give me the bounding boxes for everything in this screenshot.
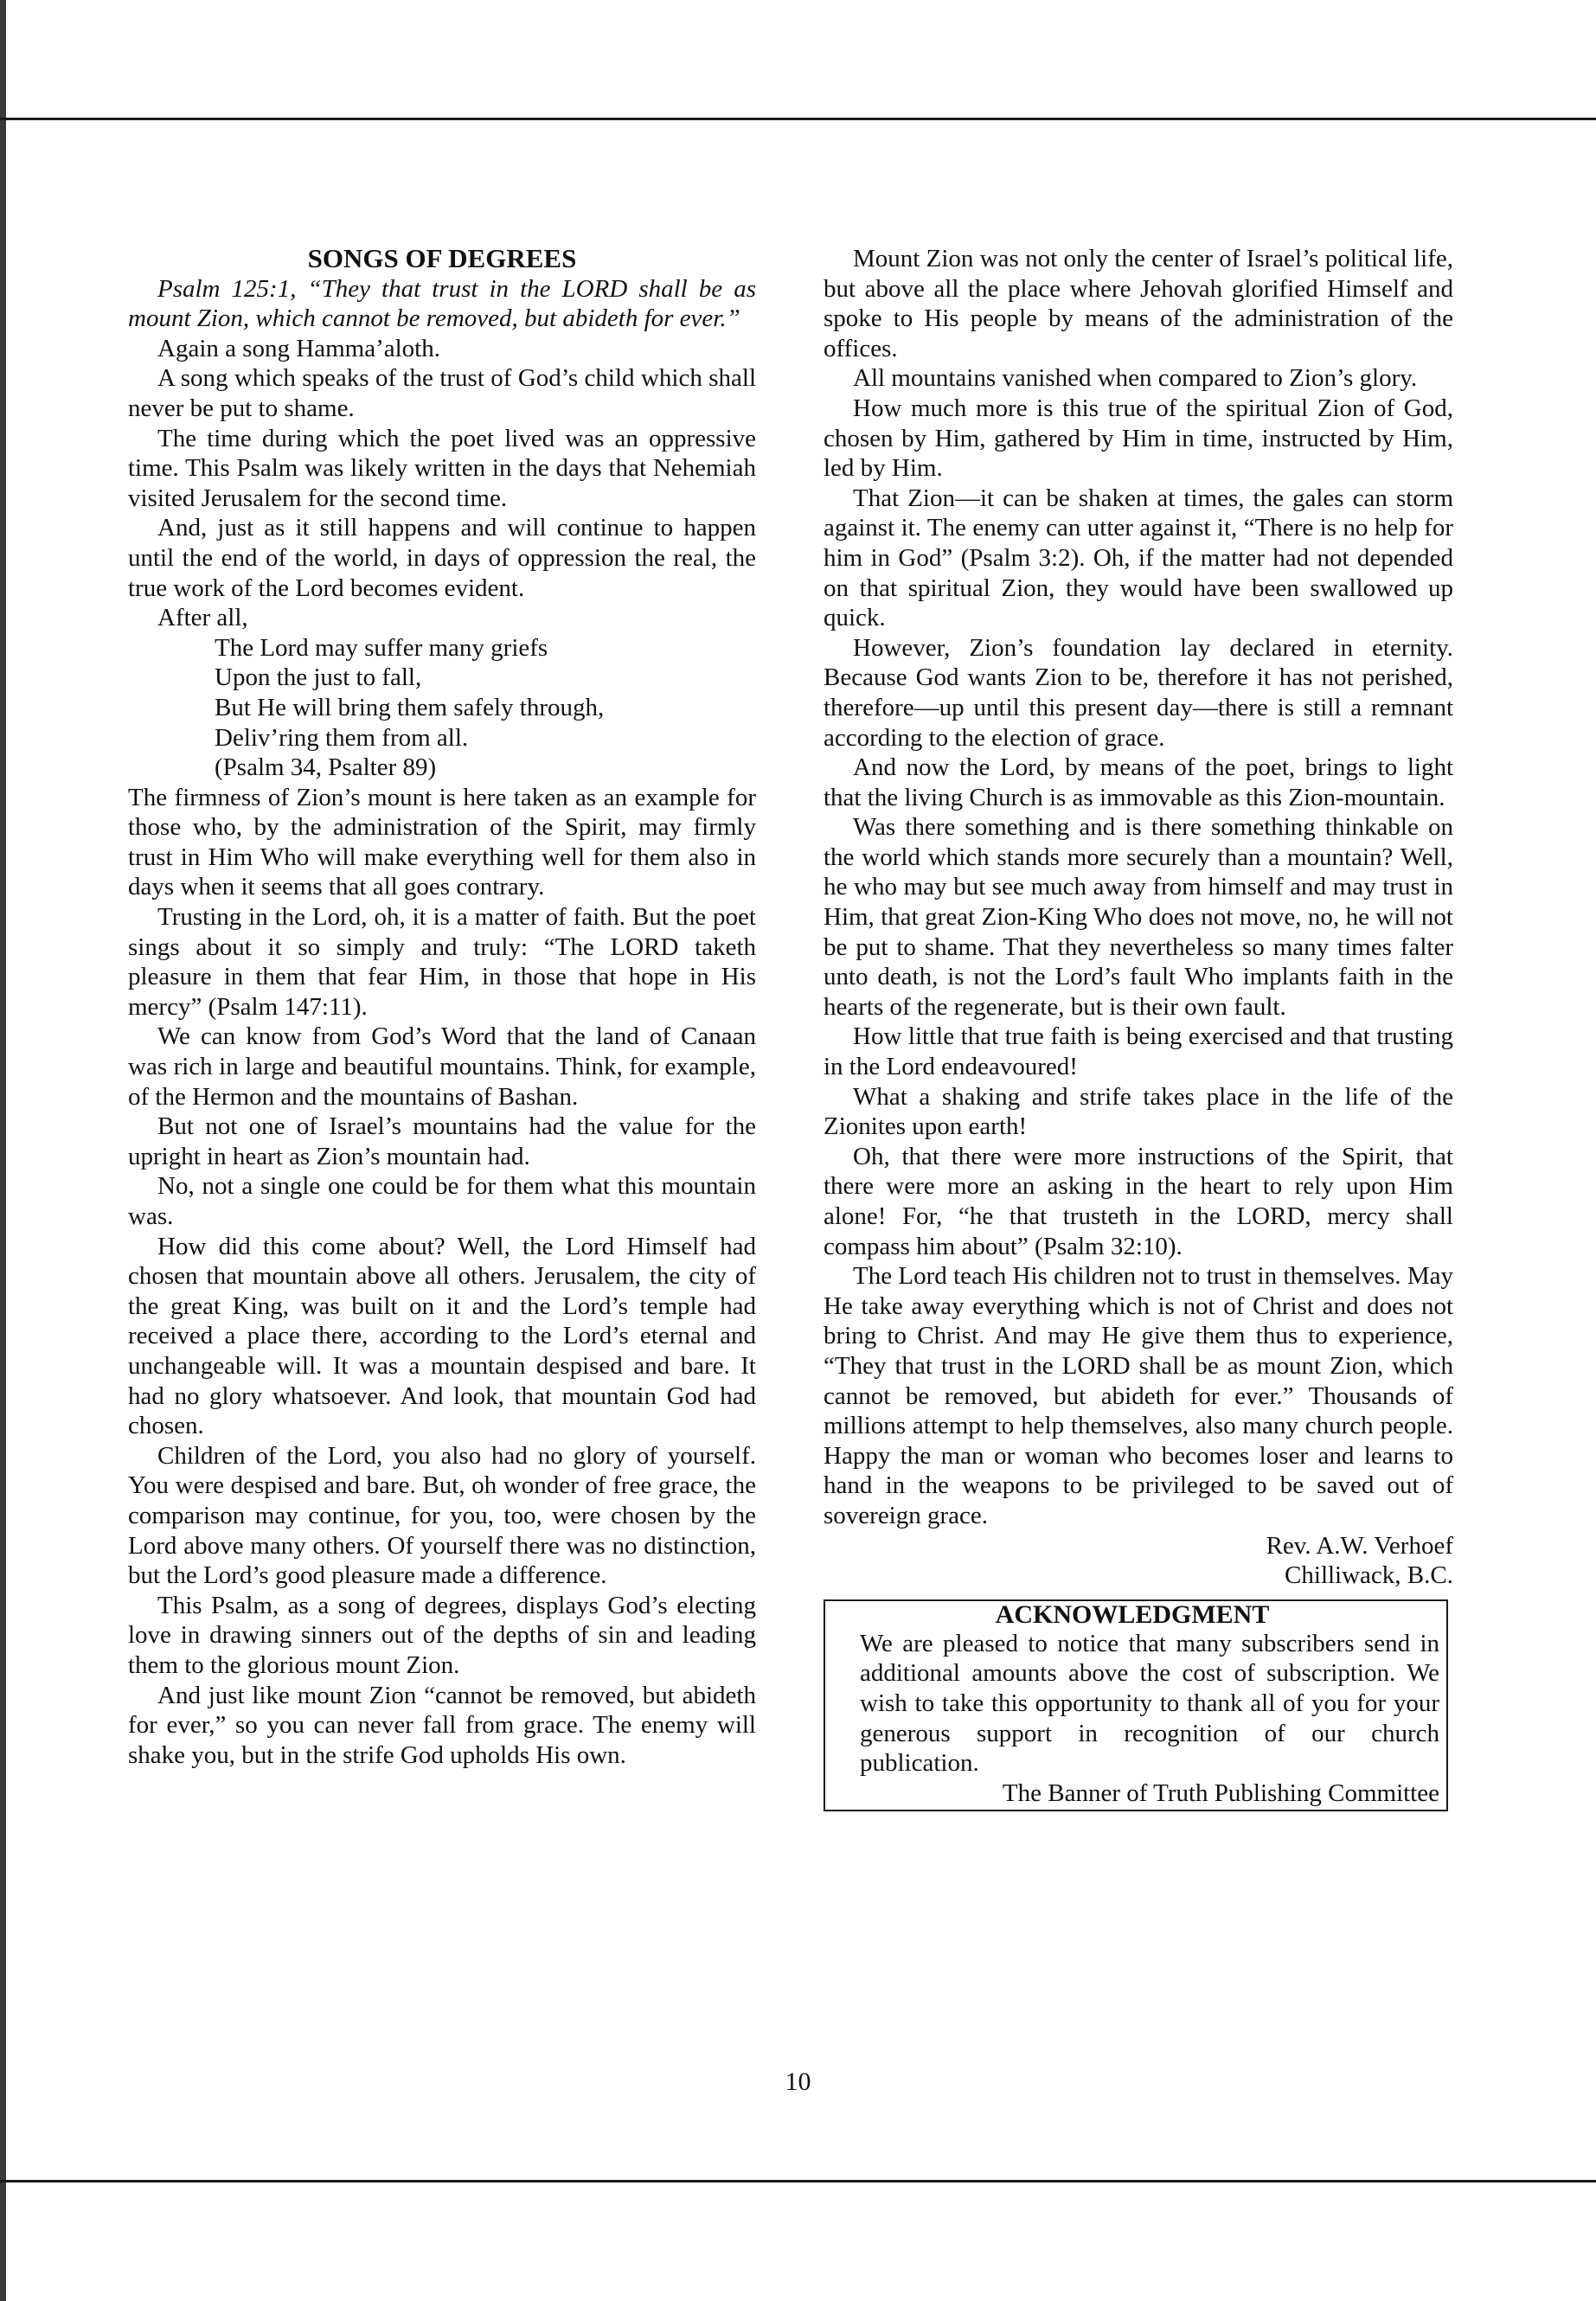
paragraph: But not one of Israel’s mountains had the value for the upright in heart as Zion’s mountain had.	[128, 1112, 756, 1170]
paragraph: And, just as it still happens and will continue to happen until the end of the world, in days of oppression the real, the true work of the Lord becomes evident.	[128, 514, 756, 602]
paragraph: And now the Lord, by means of the poet, brings to light that the living Church is as immovable as this Zion-mountain.	[824, 753, 1453, 811]
paragraph: How much more is this true of the spiritual Zion of God, chosen by Him, gathered by Him in time, instructed by Him, led by Him.	[824, 394, 1453, 483]
paragraph: We can know from God’s Word that the land of Canaan was rich in large and beautiful mountains. Think, for example, of the Hermon and the mountains of Bashan.	[128, 1022, 756, 1111]
epigraph: Psalm 125:1, “They that trust in the LORD shall be as mount Zion, which cannot be removed, but abideth for ever.”	[128, 274, 756, 333]
poem-line: Upon the just to fall,	[215, 663, 422, 692]
paragraph: However, Zion’s foundation lay declared in eternity. Because God wants Zion to be, therefore it has not perished, therefore—up until this present day—there is still a remnant according to the election of grace.	[824, 633, 1453, 752]
paragraph: Oh, that there were more instructions of the Spirit, that there were more an asking in the heart to rely upon Him alone! For, “he that trusteth in the LORD, mercy shall compass him about” (Psalm 32:10).	[824, 1142, 1453, 1260]
paragraph: Trusting in the Lord, oh, it is a matter of faith. But the poet sings about it so simply and truly: “The LORD taketh pleasure in them that fear Him, in those that hope in His mercy” (Psalm 147:11).	[128, 903, 756, 1021]
paragraph: Was there something and is there something thinkable on the world which stands more securely than a mountain? Well, he who may but see much away from himself and may trust in Him, that great Zion-King Who does not move, no, he will not be put to shame. That they nevertheless so many times falter unto death, is not the Lord’s fault Who implants faith in the hearts of the regenerate, but is their own fault.	[824, 813, 1453, 1021]
acknowledgment-box	[824, 1599, 1448, 1812]
scan-edge	[0, 0, 6, 2301]
paragraph: This Psalm, as a song of degrees, displays God’s electing love in drawing sinners out of the depths of sin and leading them to the glorious mount Zion.	[128, 1591, 756, 1679]
paragraph: Mount Zion was not only the center of Israel’s political life, but above all the place where Jehovah glorified Himself and spoke to His people by means of the administration of the offices.	[824, 245, 1453, 362]
poem-line: The Lord may suffer many griefs	[215, 633, 548, 662]
right-column	[824, 244, 1453, 1811]
paragraph: How did this come about? Well, the Lord Himself had chosen that mountain above all others. Jerusalem, the city of the great King, was built on it and the Lord’s temple had received a place there, according to the Lord’s eternal and unchangeable will. It was a mountain despised and bare. It had no glory whatsoever. And look, that mountain God had chosen.	[128, 1232, 756, 1440]
article-title: SONGS OF DEGREES	[307, 243, 577, 273]
poem-line: Deliv’ring them from all.	[215, 723, 469, 752]
paragraph: The time during which the poet lived was an oppressive time. This Psalm was likely written in the days that Nehemiah visited Jerusalem for the second time.	[128, 424, 756, 512]
paragraph: The firmness of Zion’s mount is here taken as an example for those who, by the administration of the Spirit, may firmly trust in Him Who will make everything well for them also in days when it seems that all goes contrary.	[128, 783, 756, 901]
paragraph: A song which speaks of the trust of God’s child which shall never be put to shame.	[128, 364, 756, 422]
paragraph: All mountains vanished when compared to Zion’s glory.	[853, 364, 1418, 393]
page-number: 10	[785, 2067, 811, 2096]
poem-line: But He will bring them safely through,	[215, 693, 605, 721]
author-name: Rev. A.W. Verhoef	[1266, 1531, 1453, 1560]
author-location: Chilliwack, B.C.	[1285, 1561, 1453, 1590]
paragraph: No, not a single one could be for them what this mountain was.	[128, 1172, 756, 1230]
paragraph: Children of the Lord, you also had no glory of yourself. You were despised and bare. But, oh wonder of free grace, the comparison may continue, for you, too, were chosen by the Lord above many others. Of yourself there was no distinction, but the Lord’s good pleasure made a difference.	[128, 1441, 756, 1590]
paragraph: After all,	[157, 604, 248, 632]
poem-source: (Psalm 34, Psalter 89)	[215, 753, 437, 782]
paragraph: What a shaking and strife takes place in the life of the Zionites upon earth!	[824, 1082, 1453, 1141]
paragraph: How little that true faith is being exercised and that trusting in the Lord endeavoured!	[824, 1022, 1453, 1081]
paragraph: Again a song Hamma’aloth.	[157, 334, 440, 362]
paragraph: The Lord teach His children not to trust in themselves. May He take away everything which is not of Christ and does not bring to Christ. And may He give them thus to experience, “They that trust in the LORD shall be as mount Zion, which cannot be removed, but abideth for ever.” Thousands of millions attempt to help themselves, also many church people. Happy the man or woman who becomes loser and learns to hand in the weapons to be privileged to be saved out of sovereign grace.	[824, 1262, 1453, 1529]
psalter-quote	[215, 633, 756, 783]
acknowledgment-title: ACKNOWLEDGMENT	[995, 1599, 1270, 1629]
acknowledgment-text: We are pleased to notice that many subscribers send in additional amounts above the cost of subscription. We wish to take this opportunity to thank all of you for your generous support in recognition of our church publication.	[860, 1629, 1439, 1778]
bottom-rule	[0, 2180, 1596, 2182]
paragraph: That Zion—it can be shaken at times, the gales can storm against it. The enemy can utter against it, “There is no help for him in God” (Psalm 3:2). Oh, if the matter had not depended on that spiritual Zion, they would have been swallowed up quick.	[824, 484, 1453, 632]
paragraph: And just like mount Zion “cannot be removed, but abideth for ever,” so you can never fall from grace. The enemy will shake you, but in the strife God upholds His own.	[128, 1681, 756, 1769]
top-rule	[0, 118, 1596, 120]
acknowledgment-signature: The Banner of Truth Publishing Committee	[1002, 1779, 1439, 1807]
left-column	[128, 244, 756, 1770]
